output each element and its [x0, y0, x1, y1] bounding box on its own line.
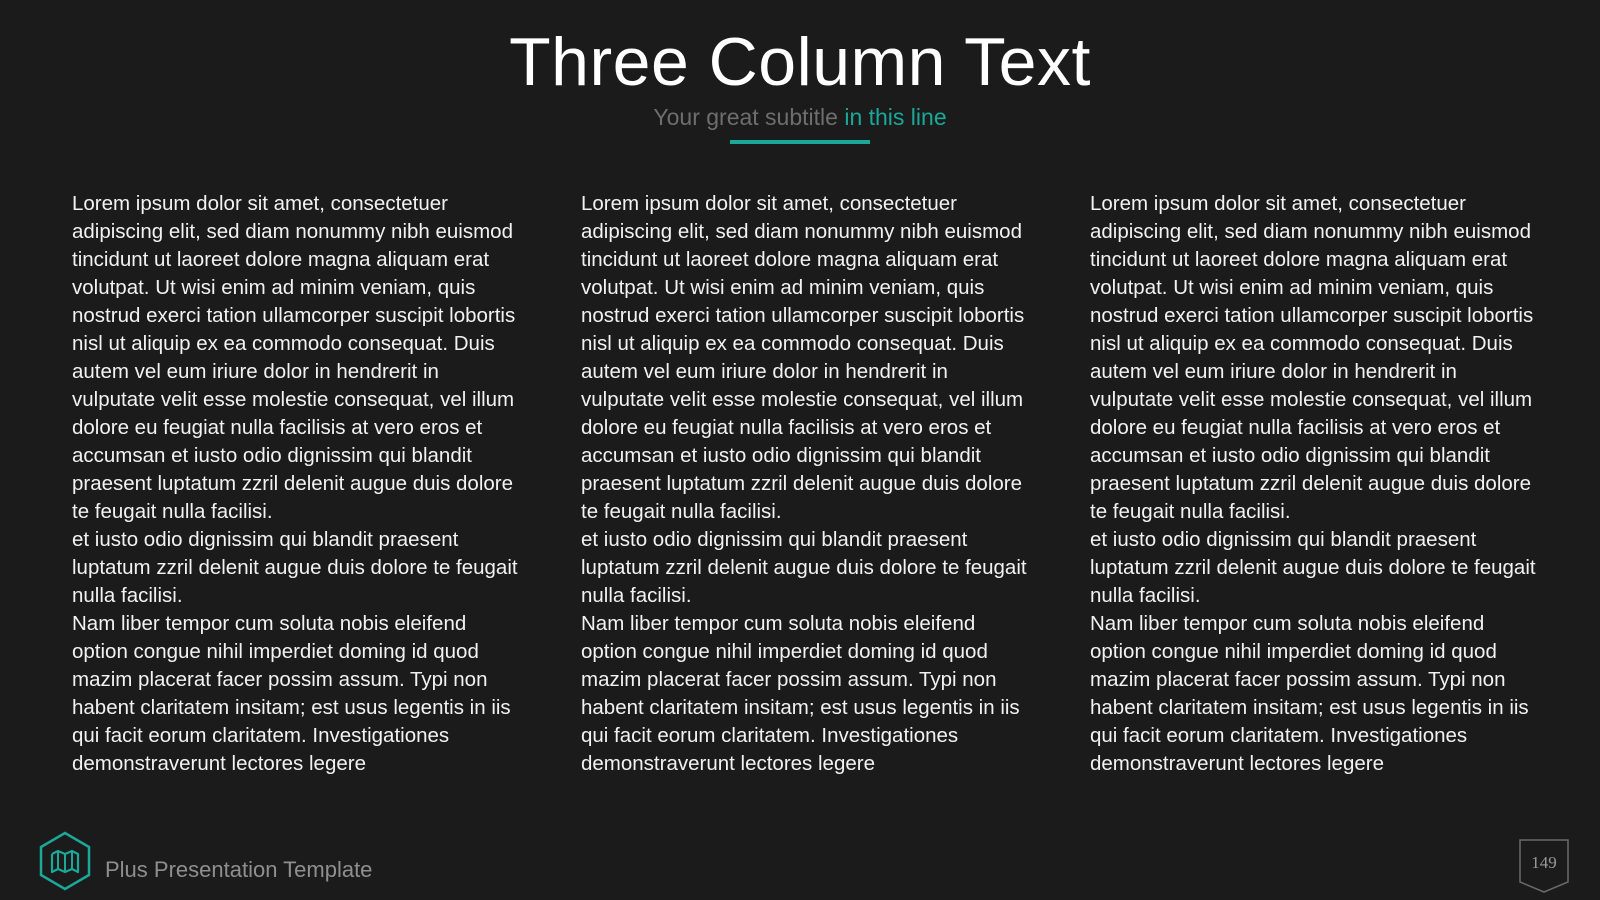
column-1-paragraph-2: et iusto odio dignissim qui blandit praesent luptatum zzril delenit augue duis dolore te feugait nulla facilisi. — [72, 528, 518, 607]
column-2-paragraph-2: et iusto odio dignissim qui blandit praesent luptatum zzril delenit augue duis dolore te feugait nulla facilisi. — [581, 528, 1027, 607]
subtitle-accent: in this line — [844, 104, 947, 130]
map-icon — [34, 830, 96, 892]
column-1-paragraph-1: Lorem ipsum dolor sit amet, consectetuer adipiscing elit, sed diam nonummy nibh euismod tincidunt ut laoreet dolore magna aliquam erat volutpat. Ut wisi enim ad minim veniam, quis nostrud exerci tation ullamcorper suscipit lobortis nisl ut aliquip ex ea commodo consequat. Duis autem vel eum iriure dolor in hendrerit in vulputate velit esse molestie consequat, vel illum dolore eu feugiat nulla facilisis at vero eros et accumsan et iusto odio dignissim qui blandit praesent luptatum zzril delenit augue duis dolore te feugait nulla facilisi. — [72, 192, 516, 523]
subtitle-underline — [730, 140, 870, 144]
column-1-paragraph-3: Nam liber tempor cum soluta nobis eleifend option congue nihil imperdiet doming id quod mazim placerat facer possim assum. Typi non habent claritatem insitam; est usus legentis in iis qui facit eorum claritatem. Investigationes demonstraverunt lectores legere — [72, 612, 511, 775]
template-name: Plus Presentation Template — [105, 857, 373, 882]
text-column-1 — [72, 190, 527, 778]
slide-title: Three Column Text — [509, 24, 1091, 100]
column-3-paragraph-2: et iusto odio dignissim qui blandit praesent luptatum zzril delenit augue duis dolore te feugait nulla facilisi. — [1090, 528, 1536, 607]
column-2-paragraph-1: Lorem ipsum dolor sit amet, consectetuer adipiscing elit, sed diam nonummy nibh euismod tincidunt ut laoreet dolore magna aliquam erat volutpat. Ut wisi enim ad minim veniam, quis nostrud exerci tation ullamcorper suscipit lobortis nisl ut aliquip ex ea commodo consequat. Duis autem vel eum iriure dolor in hendrerit in vulputate velit esse molestie consequat, vel illum dolore eu feugiat nulla facilisis at vero eros et accumsan et iusto odio dignissim qui blandit praesent luptatum zzril delenit augue duis dolore te feugait nulla facilisi. — [581, 192, 1025, 523]
subtitle-plain: Your great subtitle — [653, 104, 845, 130]
column-3-paragraph-3: Nam liber tempor cum soluta nobis eleifend option congue nihil imperdiet doming id quod mazim placerat facer possim assum. Typi non habent claritatem insitam; est usus legentis in iis qui facit eorum claritatem. Investigationes demonstraverunt lectores legere — [1090, 612, 1529, 775]
page-number: 149 — [1531, 853, 1557, 872]
column-2-paragraph-3: Nam liber tempor cum soluta nobis eleifend option congue nihil imperdiet doming id quod mazim placerat facer possim assum. Typi non habent claritatem insitam; est usus legentis in iis qui facit eorum claritatem. Investigationes demonstraverunt lectores legere — [581, 612, 1020, 775]
text-column-2 — [581, 190, 1036, 778]
slide-subtitle — [0, 102, 1600, 132]
column-3-paragraph-1: Lorem ipsum dolor sit amet, consectetuer adipiscing elit, sed diam nonummy nibh euismod tincidunt ut laoreet dolore magna aliquam erat volutpat. Ut wisi enim ad minim veniam, quis nostrud exerci tation ullamcorper suscipit lobortis nisl ut aliquip ex ea commodo consequat. Duis autem vel eum iriure dolor in hendrerit in vulputate velit esse molestie consequat, vel illum dolore eu feugiat nulla facilisis at vero eros et accumsan et iusto odio dignissim qui blandit praesent luptatum zzril delenit augue duis dolore te feugait nulla facilisi. — [1090, 192, 1534, 523]
text-column-3 — [1090, 190, 1545, 778]
